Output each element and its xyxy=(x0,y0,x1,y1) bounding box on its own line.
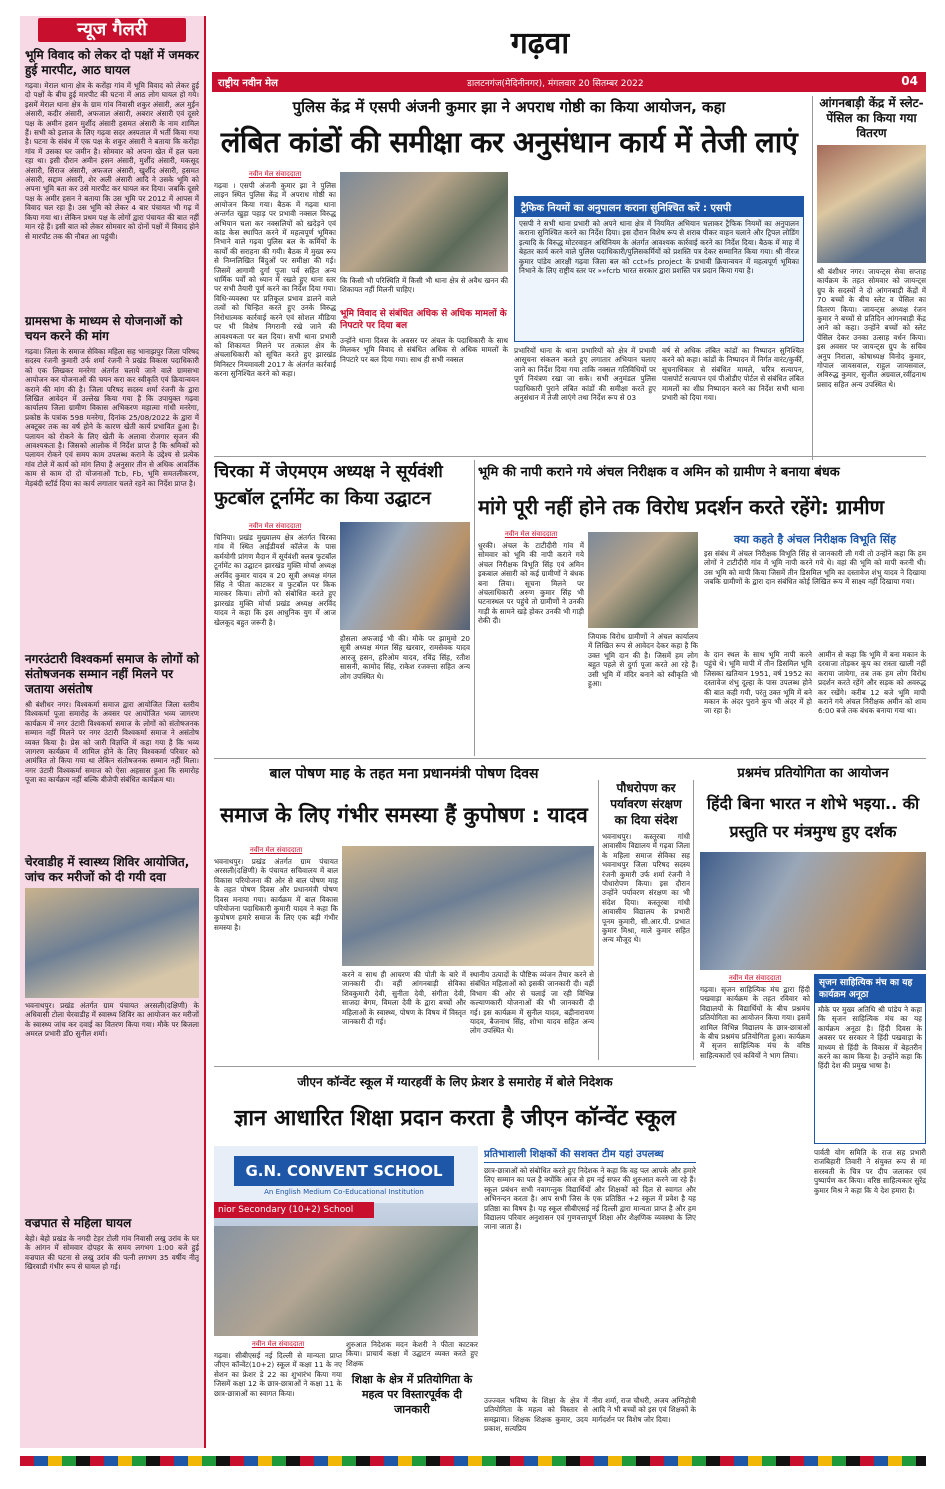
football-headline: फुटबॉल टूर्नामेंट का किया उद्घाटन xyxy=(214,488,431,509)
story-4-photo xyxy=(25,888,199,998)
hindi-headline: हिंदी बिना भारत न शोभे भइया.. की प्रस्तुति पर मंत्रमुग्ध हुए दर्शक xyxy=(706,794,920,841)
hindi-box-body: मौके पर मुख्य अतिथि श्री पांडेय ने कहा कि सृजन साहित्यिक मंच का यह कार्यक्रम अनूठा है। हिंदी दिवस के अवसर पर सरकार ने हिंदी पखवाड़ा के माध्यम से हिंदी के विकास में बेहतरीन करने का काम किया है। उन्होंने कहा कि हिंदी देश की प्रमुख भाषा है। xyxy=(818,1005,922,1071)
hindi-kicker: प्रश्नमंच प्रतियोगिता का आयोजन xyxy=(737,766,889,781)
land-body: धुरकी। अंचल के टाटीदीरी गांव में सोमवार को भूमि की नापी कराने गये अंचल निरीक्षक विभूति सिंह एवं अमिन इकबाल अंसारी को कई ग्रामीणों ने बंधक बना लिया। सूचना मिलने पर अंचलाधिकारी अरुण कुमार सिंह भी घटनास्थल पर पहुंचे तो ग्रामीणों ने उनकी गाड़ी के सामने खड़े होकर उनकी भी गाड़ी रोकी दी। xyxy=(478,541,584,626)
story-5-body: बेहो। बेहो प्रखंड के नगदी टेहर टोली गांव निवासी लखु उरांव के घर के आंगन में सोमवार दोपहर के समय लगभग 1:00 बजे हुई वज्रपात की घटना से लखु उरांव की पत्नी लगभग 35 वर्षीय नीतू खिरवाडी गंभीर रूप से घायल हो गई। xyxy=(25,1234,199,1272)
land-body-4: आमीन से कहा कि भूमि में बना मकान के दरवाजा तोड़कर कूप का रास्ता खाली नहीं कराया जायेगा, तब तक हम लोग विरोध प्रदर्शन करते रहेंगे और सड़क को अवरुद्ध कर रखेंगे। करीब 12 बजे भूमि मापी कराने गये अंचल निरीक्षक अमीन को शाम 6:00 बजे तक बंधक बनाया गया था। xyxy=(818,650,926,716)
environment-body: भवनाथपुर। कस्तूरबा गांधी आवासीय विद्यालय में गढ़वा जिला के महिला समाज सेविका सह भवनाथपुर जिला परिषद सदस्य रंजनी कुमारी उर्फ शर्मा रंजनी ने पौधारोपण किया। इस दौरान उन्होंने पर्यावरण संरक्षण का भी संदेश दिया। कस्तूरबा गांधी आवासीय विद्यालय के प्रभारी पूनम कुमारी, सी.आर.पी. प्रभात कुमार मिश्रा, माले कुमार सहित अन्य मौजूद थे। xyxy=(602,832,690,945)
nutrition-photo xyxy=(342,846,594,966)
traffic-box-title: ट्रैफिक नियमों का अनुपालन कराना सुनिश्चित करें : एसपी xyxy=(515,197,803,217)
lead-photo xyxy=(340,172,508,272)
page-number: 04 xyxy=(901,74,918,88)
school-column-1 xyxy=(214,1340,342,1450)
school-banner-tag: nior Secondary (10+2) School xyxy=(214,1202,374,1218)
section-title: गढ़वा xyxy=(510,26,570,61)
divider xyxy=(214,758,926,759)
anganwadi-photo xyxy=(817,145,926,263)
school-body-2: शुरुआत निदेशक मदन केशरी ने फीता काटकर किया। प्राचार्य कक्षा में उद्घाटन व्यक्त करते हुए शिक्षक xyxy=(346,1340,478,1368)
school-body: गढ़वा। सीबीएसई नई दिल्ली से मान्यता प्राप्त जीएन कॉन्वेंट(10+2) स्कूल में कक्षा 11 के नए सेशन का फ्रेशर डे 22 का शुभारंभ किया गया जिसमें कक्षा 12 के छात्र-छात्राओं ने कक्षा 11 के छात्र-छात्राओं का स्वागत किया। xyxy=(214,1351,342,1398)
land-body-3: के दान स्थल के साथ भूमि नापी करने पहुंचे थे। भूमि मापी में तीन डिसमिल भूमि जिसका खतियान 1951, वर्ष 1952 का दस्तावेज शंभु दूल्हा के पास उपलब्ध होने की बात कही गयी, परंतु उक्त भूमि में बने मकान के अंदर पुराने कुप भी अंदर में हो जा रहा है। xyxy=(704,650,812,716)
anganwadi-story xyxy=(812,96,926,460)
lead-headline: लंबित कांडों की समीक्षा कर अनुसंधान कार्य में तेजी लाएं xyxy=(220,125,798,159)
nutrition-kicker: बाल पोषण माह के तहत मना प्रधानमंत्री पोषण दिवस xyxy=(269,766,539,782)
nutrition-body: भवनाथपुर। प्रखंड अंतर्गत ग्राम पंचायत अरसली(दक्षिणी) के पंचायत सचिवालय में बाल विकास परियोजना की ओर से बाल पोषण माह के तहत पोषण दिवस और प्रधानमंत्री पोषण दिवस मनाया गया। कार्यक्रम में बाल विकास परियोजना पदाधिकारी कुमारी यादव ने कहा कि कुपोषण हमारे समाज के लिए एक बड़ी गंभीर समस्या है। xyxy=(214,857,338,932)
school-body-4: नीरा शर्मा, राज चौधरी, अजय अग्निहोत्री आदि ने भी बच्चों को इस एवं शिक्षकों के मार्गदर्शन पर विशेष जोर दिया। xyxy=(592,1396,696,1424)
environment-story xyxy=(598,780,694,1060)
football-column-1 xyxy=(214,522,336,762)
nutrition-byline: नवीन मेल संवाददाता xyxy=(249,846,303,854)
school-banner-sub: An English Medium Co-Educational Institution xyxy=(264,1188,424,1196)
nutrition-column-1 xyxy=(214,846,338,1064)
school-banner-main: G.N. CONVENT SCHOOL xyxy=(234,1156,454,1186)
hindi-column-1 xyxy=(700,974,810,1264)
school-kicker: जीएन कॉन्वेंट स्कूल में ग्यारहवीं के लिए फ्रेशर डे समारोह में बोले निदेशक xyxy=(297,1075,613,1089)
land-photo xyxy=(588,532,698,628)
land-byline: नवीन मेल संवाददाता xyxy=(504,530,558,538)
land-kicker: भूमि की नापी कराने गये अंचल निरीक्षक व अमिन को ग्रामीण ने बनाया बंधक xyxy=(478,465,840,480)
traffic-box-body: एसपी ने सभी थाना प्रभारी को अपने थाना क्षेत्र में नियमित अभियान चलाकर ट्रैफिक नियमों का अनुपालन कराना सुनिश्चित करने का निर्देश दिया। इस दौरान विशेष रूप से शराब पीकर वाहन चलाने और ट्रिपल लोडिंग इत्यादि के विरुद्ध मोटरवाहन अधिनियम के अंतर्गत आवश्यक कार्रवाई करने का निर्देश दिया। बैठक में माह में बेहतर कार्य करने वाले पुलिस पदाधिकारी/पुलिसकर्मियों को प्रशस्ति पत्र देकर सम्मानित किया गया। श्री नीरज कुमार पांडेय आरक्षी गढ़वा जिला बल को cct»fs project के प्रभावी क्रियान्वयन में महत्वपूर्ण भूमिका निभाने के लिए राष्ट्रीय स्तर पर »»fcrb भारत सरकार द्वारा प्रशस्ति पत्र प्रदान किया गया है। xyxy=(519,219,799,276)
anganwadi-headline: आंगनबाड़ी केंद्र में स्लेट-पेंसिल का किया गया वितरण xyxy=(819,96,924,140)
land-sidebox-body: इस संबंध में अंचल निरीक्षक विभूति सिंह से जानकारी ली गयी तो उन्होंने कहा कि हम लोगों ने टाटीदीरी गांव में भूमि नापी करने गये थे। वहां की भूमि को मापी करनी थी। उस भूमि को मापी किया जिसमें तीन डिसमिल भूमि का दस्तावेज शंभु यादव ने दिखाया जबकि ग्रामीणों के द्वारा दान संबंधित कोई लिखित रूप में साक्ष्य नहीं दिखाया गया। xyxy=(704,549,926,587)
divider xyxy=(474,460,475,756)
lead-body-2: उन्होंने थाना दिवस के अवसर पर अंचल के पदाधिकारी के साथ मिलकर भूमि विवाद से संबंधित अधिक से अधिक मामलों के निपटारे पर बल दिया गया। साथ ही सभी नक्सल xyxy=(340,336,508,364)
nutrition-body-3: स्थानीय उत्पादों के पौष्टिक व्यंजन तैयार करने से संबंधित महिलाओं को इसकी जानकारी दी। वहीं विभाग की ओर से चलाई जा रही विभिन्न कल्याणकारी योजनाओं की भी जानकारी दी गई। इस कार्यक्रम में सुनील यादव, बद्रीनारायण यादव, बैजनाथ सिंह, शोभा यादव सहित अन्य लोग उपस्थित थे। xyxy=(470,970,594,1036)
anganwadi-body: श्री बंशीधर नगर। जायन्ट्स सेवा सप्ताह कार्यक्रम के तहत सोमवार को जायन्ट्स ग्रुप के सदस्यों ने दो आंगनबाड़ी केंद्रों में 70 बच्चों के बीच स्लेट व पेंसिल का वितरण किया। जायन्ट्स अध्यक्ष रंजन कुमार ने बच्चों से प्रतिदिन आंगनबाड़ी केंद्र आने को कहा। उन्होंने बच्चों को स्लेट पेंसिल देकर उनका उत्साह वर्धन किया। इस अवसर पर जायन्ट्स ग्रुप के सचिव अनुप निराला, कोषाध्यक्ष विनोद कुमार, गोपाल जायसवाल, राहुल जायसवाल, अविरुद्ध कुमार, सुजीत अग्रवाल,रवींद्रनाथ प्रसाद सहित अन्य उपस्थित थे। xyxy=(817,267,926,389)
school-inner-title: शिक्षा के क्षेत्र में प्रतियोगिता के महत्व पर विस्तारपूर्वक दी जानकारी xyxy=(351,1373,473,1416)
land-sidebox-title: क्या कहते है अंचल निरीक्षक विभूति सिंह xyxy=(734,533,896,546)
lead-photo-caption: कि किसी भी परिस्थिति में किसी भी थाना क्षेत्र से अवैध खनन की शिकायत नहीं मिलनी चाहिए। xyxy=(340,276,508,295)
land-sidebox xyxy=(704,532,926,646)
story-4-headline: चेरवाडीह में स्वास्थ्य शिविर आयोजित, जांच कर मरीजों को दी गयी दवा xyxy=(25,855,190,884)
school-photo xyxy=(214,1146,478,1336)
sidebar-title: न्यूज गैलरी xyxy=(38,18,186,42)
football-kicker: चिरका में जेएमएम अध्यक्ष ने सूर्यवंशी xyxy=(214,462,443,482)
hindi-photo xyxy=(700,852,926,970)
bottom-color-strip xyxy=(20,1456,926,1466)
story-1-body: गढ़वा। मेराल थाना क्षेत्र के करोंहा गांव में भूमि विवाद को लेकर हुई दो पक्षों के बीच हुई मारपीट की घटना में आठ लोग घायल हो गये। इसमें मेराल थाना क्षेत्र के ग्राम गांव निवासी शकुर अंसारी, अल मुईन अंसारी, कदीर अंसारी, अफजाल अंसारी, अबरार अंसारी एवं दूसरे पक्ष के अमीन हसन मुर्शीद अंसारी हसमत अंसारी के नाम शामिल हैं। सभी को इलाज के लिए गढ़वा सदर अस्पताल में भर्ती किया गया है। घटना के संबंध में एक पक्ष के शकुर अंसारी ने बताया कि करोंहा गांव में उसका घर जमीन है। सोमवार को अपना खेत में हल चला रहा था। इसी दौरान अमीन हसन अंसारी, मुर्शीद अंसारी, मकसूद अंसारी, सिराज अंसारी, अफजल अंसारी, खुर्शीद अंसारी, हसमत अंसारी, सद्दाम अंसारी, शेर अली अंसारी आदि ने उसके भूमि को अपना भूमि बता कर उसे मारपीट कर घायल कर दिया। जबकि दूसरे पक्ष के अमीर हसन ने बताया कि उस भूमि पर 2012 में आपस में विवाद चल रहा है। उस भूमि को लेकर 4 बार पंचायत भी गढ़ में किया गया था। लेकिन प्रथम पक्ष के लोगों द्वारा पंचायत की बात नहीं मान रहे हैं। इसी बात को लेकर सोमवार को दोनों पक्षों में विवाद होने से मारपीट तक की नौबत आ पहुंची। xyxy=(25,81,199,241)
football-byline: नवीन मेल संवाददाता xyxy=(248,522,302,530)
environment-headline: पौधरोपण कर पर्यावरण संरक्षण का दिया संदेश xyxy=(610,781,682,827)
story-3-body: श्री बंशीधर नगर। विश्वकर्मा समाज द्वारा आयोजित जिला स्तरीय विश्वकर्मा पूजा समारोह के अवसर पर आयोजित भव्य जागरण कार्यक्रम में नगर उंटारी विश्वकर्मा समाज के लोगों को संतोषजनक सम्मान नहीं मिलने पर नगर उंटारी विश्वकर्मा समाज ने असंतोष व्यक्त किया है। प्रेस को जारी विज्ञप्ति में कहा गया है कि भव्य जागरण कार्यक्रम में शामिल होने के लिए विश्वकर्मा परिवार को आमंत्रित तो किया गया था लेकिन संतोषजनक सम्मान नहीं मिला। नगर उंटारी विश्वकर्मा समाज को ऐसा अहसास हुआ कि समारोह पूजा का कार्यक्रम नहीं बल्कि बीजेपी संबंधित कार्यक्रम था। xyxy=(25,700,199,785)
lead-byline: नवीन मेल संवाददाता xyxy=(248,170,302,178)
header-bar xyxy=(212,72,926,92)
lead-body-4: वर्ष से अधिक लंबित कांडों का निष्पादन सुनिश्चित करने को कहा। कांडों के निष्पादन में निर्गत वारंट/कुर्की, सूचनाधिकार से संबंधित मामले, चरित्र सत्यापन, पासपोर्ट सत्यापन एवं पीओडीए पोर्टल से संबंधित लंबित मामलों का शीघ्र निष्पादन करने का निर्देश सभी थाना प्रभारी को दिया गया। xyxy=(662,346,804,403)
land-headline: मांगे पूरी नहीं होने तक विरोध प्रदर्शन करते रहेंगे: ग्रामीण xyxy=(478,495,885,519)
school-box-body: छात्र-छात्राओं को संबोधित करते हुए निदेशक ने कहा कि वह पल आपके और हमारे लिए सम्मान का पल है क्योंकि आज से हम नई सफर की शुरुआत करने जा रहे हैं। स्कूल प्रबंधन सभी नवागन्तुक विद्यार्थियों और शिक्षकों को दिल से स्वागत और अभिनन्दन करता है। आप सभी जिस के एक प्रतिष्ठित +2 स्कूल में प्रवेश है यह प्रतिष्ठा का विषय है। यह स्कूल सीबीएसई नई दिल्ली द्वारा मान्यता प्राप्त है और हम विद्यालय परिवार अनुशासन एवं गुणवत्तापूर्ण शिक्षा और शैक्षणिक व्यवस्था के लिए जाना जाता है। xyxy=(484,1166,696,1232)
nutrition-headline: समाज के लिए गंभीर समस्या हैं कुपोषण : यादव xyxy=(220,803,588,827)
story-1-headline: भूमि विवाद को लेकर दो पक्षों में जमकर हुई मारपीट, आठ घायल xyxy=(25,48,199,77)
lead-kicker: पुलिस केंद्र में एसपी अंजनी कुमार झा ने अपराध गोष्ठी का किया आयोजन, कहा xyxy=(292,98,726,116)
football-body-2: हौसला अफजाई भी की। मौके पर झामुमो 20 सूत्री अध्यक्ष मंगल सिंह खरवार, रामसेवक यादव आरजू हसन, हरिओम यादव, रविंद्र सिंह, रतीश सासनी, कामोद सिंह, राकेश रजक्त्ता सहित अन्य लोग उपस्थित थे। xyxy=(340,634,470,681)
school-box xyxy=(484,1146,696,1392)
divider xyxy=(214,1066,696,1067)
hindi-box-title: सृजन साहित्यिक मंच का यह कार्यक्रम अनूठा xyxy=(815,975,925,1003)
school-box-title: प्रतिभाशाली शिक्षकों की सशक्त टीम यहां उपलब्ध xyxy=(484,1146,696,1163)
traffic-box xyxy=(514,196,804,342)
story-5-headline: वज्रपात से महिला घायल xyxy=(25,1216,132,1230)
story-2-headline: ग्रामसभा के माध्यम से योजनाओं को चयन करने की मांग xyxy=(25,314,183,343)
paper-name: राष्ट्रीय नवीन मेल xyxy=(218,78,278,89)
land-body-2: जियाक विरोध ग्रामीणों ने अंचल कार्यालय में लिखित रूप से आवेदन देकर कहा है कि उक्त भूमि दान की है। जिसमें हम लोग बहुत पहले से दुर्गा पूजा करते आ रहे हैं। उसी भूमि में मंदिर बनाने को स्वीकृति भी हुआ। xyxy=(588,632,698,689)
school-body-3: उज्ज्वल भविष्य के शिक्षा के क्षेत्र में प्रतियोगिता के महत्व को विस्तार से समझाया। शिक्षक शिक्षक कुमार, उदय प्रकाश, सत्यप्रिय xyxy=(484,1396,588,1434)
hindi-body-2: पार्वती योग समिति के राज सह प्रभारी राजबिहारी तिवारी ने संयुक्त रूप से मां सरस्वती के चित्र पर दीप जलाकर एवं पुष्पार्पण कर किया। वरिष्ठ साहित्यकार सुरेंद्र कुमार मिश्र ने कहा कि ये देश हमारा है। xyxy=(814,1148,926,1195)
lead-subhead: भूमि विवाद से संबंधित अधिक से अधिक मामलों के निपटारे पर दिया बल xyxy=(340,309,507,331)
school-headline: ज्ञान आधारित शिक्षा प्रदान करता है जीएन कॉन्वेंट स्कूल xyxy=(234,1106,676,1131)
hindi-body: गढ़वा। सृजन साहित्यिक मंच द्वारा हिंदी पखवाड़ा कार्यक्रम के तहत रविवार को विद्यालयों के विद्यार्थियों के बीच प्रश्नमंच प्रतियोगिता का आयोजन किया गया। इसमें शामिल विभिन्न विद्यालय के छात्र-छात्राओं के बीच प्रश्नमंच प्रतियोगिता हुआ। कार्यक्रम में सृजन साहित्यिक मंच के वरिष्ठ साहित्यकारों एवं कवियों ने भाग लिया। xyxy=(700,985,810,1060)
story-2-body: गढ़वा। जिला के समाज सेविका महिला सह भानाझपुर जिला परिषद सदस्य रंजनी कुमारी उर्फ शर्मा रंजनी ने प्रखंड विकास पदाधिकारी को एक लिखकर मनरेगा अंतर्गत चलाये जाने वाले ग्रामसभा आयोजन कर योजनाओं की चयन करा कर स्वीकृति एवं क्रियान्वयन कराने की मांग की है। जिला परिषद सदस्य शर्मा रंजनी के द्वारा लिखित आवेदन में उल्लेख किया गया है कि उपायुक्त गढ़वा कार्यालय जिला ग्रामीण विकास अभिकरण महात्मा गांधी मनरेगा, प्रकोष्ठ के पत्रांक 598 मनरेगा, दिनांक 25/08/2022 के द्वारा में अक्टूबर तक का वर्ष होने के कारण खेती कार्य प्रभावित हुआ है। पलायन को रोकने के लिए खेती के अलावा रोजगार सृजन की आवश्यकता है। जिसको आलोक में निर्देश प्राप्त है कि श्रमिकों को पलायन रोकने एवं समय काम उपलब्ध कराने के उद्देश्य से प्रत्येक गांव टोले में कार्य को मांग लिया है अनुसार तीन से अधिक आवर्तिक काम से काम दो दो योजनाओं Tcb, Fb, भूमि समतलीकरण, मेड़बंदी स्टॉर्ड दिया का कार्य लगातार चलते रहने का निर्देश प्राप्त है। xyxy=(25,347,199,488)
hindi-box xyxy=(814,974,926,1144)
school-byline: नवीन मेल संवाददाता xyxy=(251,1340,305,1348)
dateline: डालटनगंज(मेदिनीनगर), मंगलवार 20 सितम्बर 2022 xyxy=(467,79,644,89)
football-body: चिनिया। प्रखंड मुख्यालय क्षेत्र अंतर्गत चिरका गांव में स्थित आईडीयर्स कॉलेज के पास कर्मयोगी प्रांगण मैदान में सूर्यवंशी क्लब फुटबॉल टूर्नामेंट का उद्घाटन झारखंड मुक्ति मोर्चा अध्यक्ष अरविंद कुमार यादव व 20 सूत्री अध्यक्ष मंगल सिंह ने फीता काटकर व फुटबॉल पर किक मारकर किया। लोगों को संबोधित करते हुए झारखंड मुक्ति मोर्चा प्रखंड अध्यक्ष अरविंद यादव ने कहा कि इस आधुनिक युग में आज खेलकूद बहुत जरूरी है। xyxy=(214,533,336,627)
land-column-1 xyxy=(478,530,584,756)
news-gallery-sidebar xyxy=(20,16,206,1448)
school-crowd xyxy=(214,1226,478,1336)
hindi-byline: नवीन मेल संवाददाता xyxy=(728,974,782,982)
lead-column-1 xyxy=(214,170,336,470)
lead-body-3: प्रभारियों थाना के थाना प्रभारियों को क्षेत्र में प्रभावी आसूचना संकलन करते हुए लगातार अभियान चलाए जाने का निर्देश दिया गया ताकि नक्सल गतिविधियों पर पूर्ण नियंत्रण रखा जा सके। सभी अनुमंडल पुलिस पदाधिकारी पुराने लंबित कांडों की समीक्षा करते हुए अनुसंधान में तेजी लाएंगे तथा निर्देश रूप से 03 xyxy=(514,346,656,403)
lead-body: गढ़वा । एसपी अंजनी कुमार झा ने पुलिस लाइन स्थित पुलिस केंद्र में अपराध गोष्ठी का आयोजन किया गया। बैठक में गढ़वा थाना अन्तर्गत खुड़ा पहाड़ पर प्रभावी नक्सल विरुद्ध अभियान चला कर नक्सलियों को खदेड़ने एवं कांड केस स्थापित करने में महत्वपूर्ण भूमिका निभाने वाले गढ़वा पुलिस बल के कर्मियों के कार्यों की सराहना की गयी। बैठक में मुख्य रूप से निम्नलिखित बिंदुओं पर समीक्षा की गई। जिसमें आगामी दुर्गा पूजा पर्व सहित अन्य धार्मिक पर्वों को ध्यान में रखते हुए थाना स्तर पर सभी तैयारी पूर्ण करने का निर्देश दिया गया। विधि-व्यवस्था पर प्रतिकूल प्रभाव डालने वाले तत्वों को चिन्हित करते हुए उनके विरुद्ध निरोधात्मक कार्रवाई करने एवं सोशल मीडिया पर भी विशेष निगरानी रखे जाने की आवश्यकता पर बल दिया। सभी थाना प्रभारी को शिकायत मिलने पर तत्काल क्षेत्र के अंचलाधिकारी को सूचित करते हुए झारखंड मिनिस्टर नियमावली 2017 के अंतर्गत कार्रवाई करना सुनिश्चित करने को कहा। xyxy=(214,181,336,379)
divider xyxy=(214,456,926,457)
story-3-headline: नगरउंटारी विश्वकर्मा समाज के लोगों को संतोषजनक सम्मान नहीं मिलने पर जताया असंतोष xyxy=(25,652,199,696)
nutrition-body-2: करने व साथ ही आचरण की पोती के बारे में जानकारी दी। वहीं आंगनबाड़ी सेविका शिवकुमारी देवी, सुनीता देवी, संगीता देवी, साजदा बेगम, विमला देवी के द्वारा बच्चों और महिलाओं के स्वास्थ्य, पोषण के विषय में विस्तृत जानकारी दी गई। xyxy=(342,970,466,1027)
football-photo xyxy=(340,522,470,630)
story-4-body: भवनाथपुर। प्रखंड अंतर्गत ग्राम पंचायत अरसली(दक्षिणी) के अधिवासी टोला चेरवाडीह में स्वास्थ्य शिविर का आयोजन कर मरीजों के स्वास्थ्य जांच कर दवाई का वितरण किया गया। मौके पर बिजला अमरल प्रभारी डॉ0 सुनील शर्मा। xyxy=(25,1001,199,1039)
